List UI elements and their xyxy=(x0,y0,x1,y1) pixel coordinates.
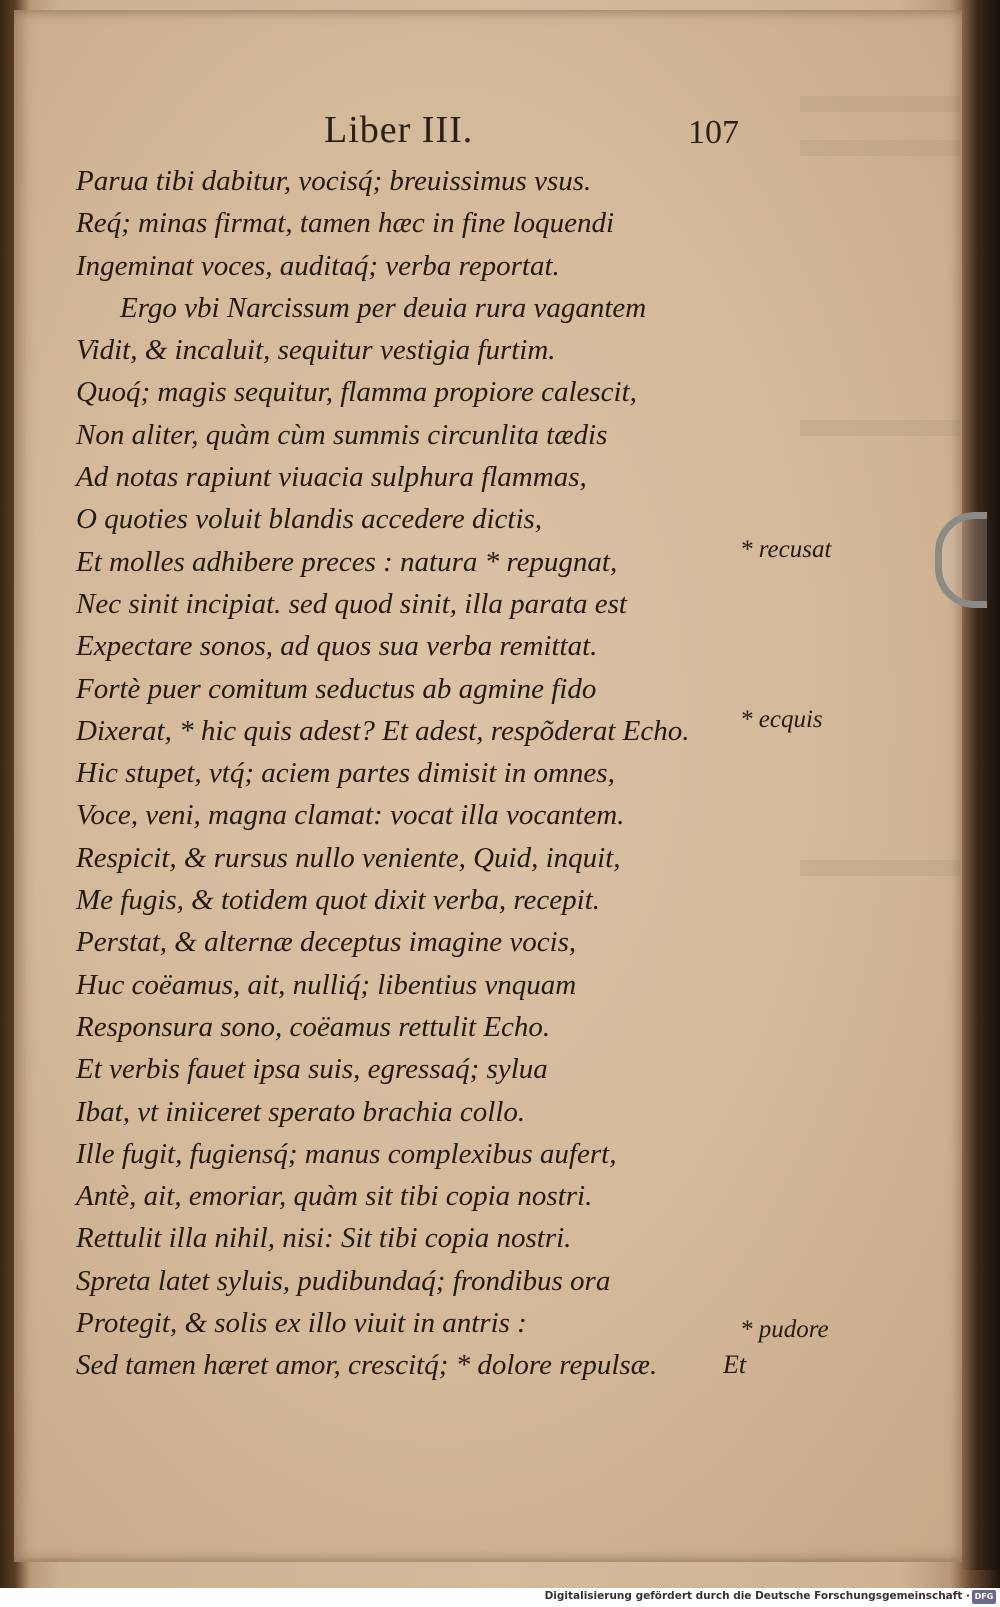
verse-line: Huc coëamus, ait, nulliq́; libentius vnquam xyxy=(76,968,577,1001)
verse-line: Req́; minas firmat, tamen hæc in fine loquendi xyxy=(76,207,615,240)
verse-line: Hic stupet, vtq́; aciem partes dimisit in omnes, xyxy=(76,757,615,790)
verse-line: Protegit, & solis ex illo viuit in antris : xyxy=(76,1307,527,1340)
verse-line: Perstat, & alternæ deceptus imagine vocis, xyxy=(76,926,577,959)
dfg-logo: DFG xyxy=(972,1590,996,1604)
verse-text-block xyxy=(76,160,756,1387)
bleed-through-shadow xyxy=(800,860,960,876)
verse-line: Et verbis fauet ipsa suis, egressaq́; sylua xyxy=(76,1053,548,1086)
verse-line: Voce, veni, magna clamat: vocat illa vocantem. xyxy=(76,799,625,832)
verse-line: Nec sinit incipiat. sed quod sinit, illa parata est xyxy=(76,587,627,620)
verse-line: Ergo vbi Narcissum per deuia rura vagantem xyxy=(120,291,647,324)
verse-line: Ingeminat voces, auditaq́; verba reportat. xyxy=(76,249,560,282)
verse-line: Responsura sono, coëamus rettulit Echo. xyxy=(76,1010,551,1043)
verse-line: Antè, ait, emoriar, quàm sit tibi copia nostri. xyxy=(76,1180,593,1213)
bleed-through-shadow xyxy=(800,96,960,112)
verse-line: Rettulit illa nihil, nisi: Sit tibi copia nostri. xyxy=(76,1222,572,1255)
margin-note-recusat: * recusat xyxy=(740,536,832,563)
verse-line: Parua tibi dabitur, vocisq́; breuissimus vsus. xyxy=(76,165,592,197)
verse-line: Et molles adhibere preces : natura * repugnat, xyxy=(76,545,618,578)
verse-line: Respicit, & rursus nullo veniente, Quid, inquit, xyxy=(76,841,621,874)
verse-line: Sed tamen hæret amor, crescitq́; * dolore repulsæ. xyxy=(76,1349,658,1382)
bleed-through-shadow xyxy=(800,140,960,156)
digitization-credit: Digitalisierung gefördert durch die Deutsche Forschungsgemeinschaft · xyxy=(544,1590,970,1602)
verse-line: Quoq́; magis sequitur, flamma propiore calescit, xyxy=(76,376,637,409)
verse-line: Expectare sonos, ad quos sua verba remittat. xyxy=(76,630,598,663)
margin-note-ecquis: * ecquis xyxy=(740,706,823,733)
catchword: Et xyxy=(723,1350,747,1379)
verse-line: Ille fugit, fugiensq́; manus complexibus aufert, xyxy=(76,1137,617,1170)
page-number: 107 xyxy=(688,114,739,151)
verse-line: Non aliter, quàm cùm summis circunlita tædis xyxy=(76,418,608,451)
verse-line: Vidit, & incaluit, sequitur vestigia furtim. xyxy=(76,334,556,367)
page-header-title: Liber III. xyxy=(324,109,474,151)
verse-line: Spreta latet syluis, pudibundaq́; frondibus ora xyxy=(76,1264,611,1297)
verse-line: Dixerat, * hic quis adest? Et adest, respõderat Echo. xyxy=(76,714,690,747)
verse-line: Ibat, vt iniiceret sperato brachia collo. xyxy=(76,1095,526,1128)
verse-line: Ad notas rapiunt viuacia sulphura flammas, xyxy=(76,461,587,494)
verse-line: Fortè puer comitum seductus ab agmine fido xyxy=(76,672,597,705)
book-edge xyxy=(962,0,1000,1570)
margin-note-pudore: * pudore xyxy=(740,1316,829,1343)
verse-line: Me fugis, & totidem quot dixit verba, recepit. xyxy=(76,884,601,917)
verse-line: O quoties voluit blandis accedere dictis, xyxy=(76,503,543,536)
bleed-through-shadow xyxy=(800,420,960,436)
